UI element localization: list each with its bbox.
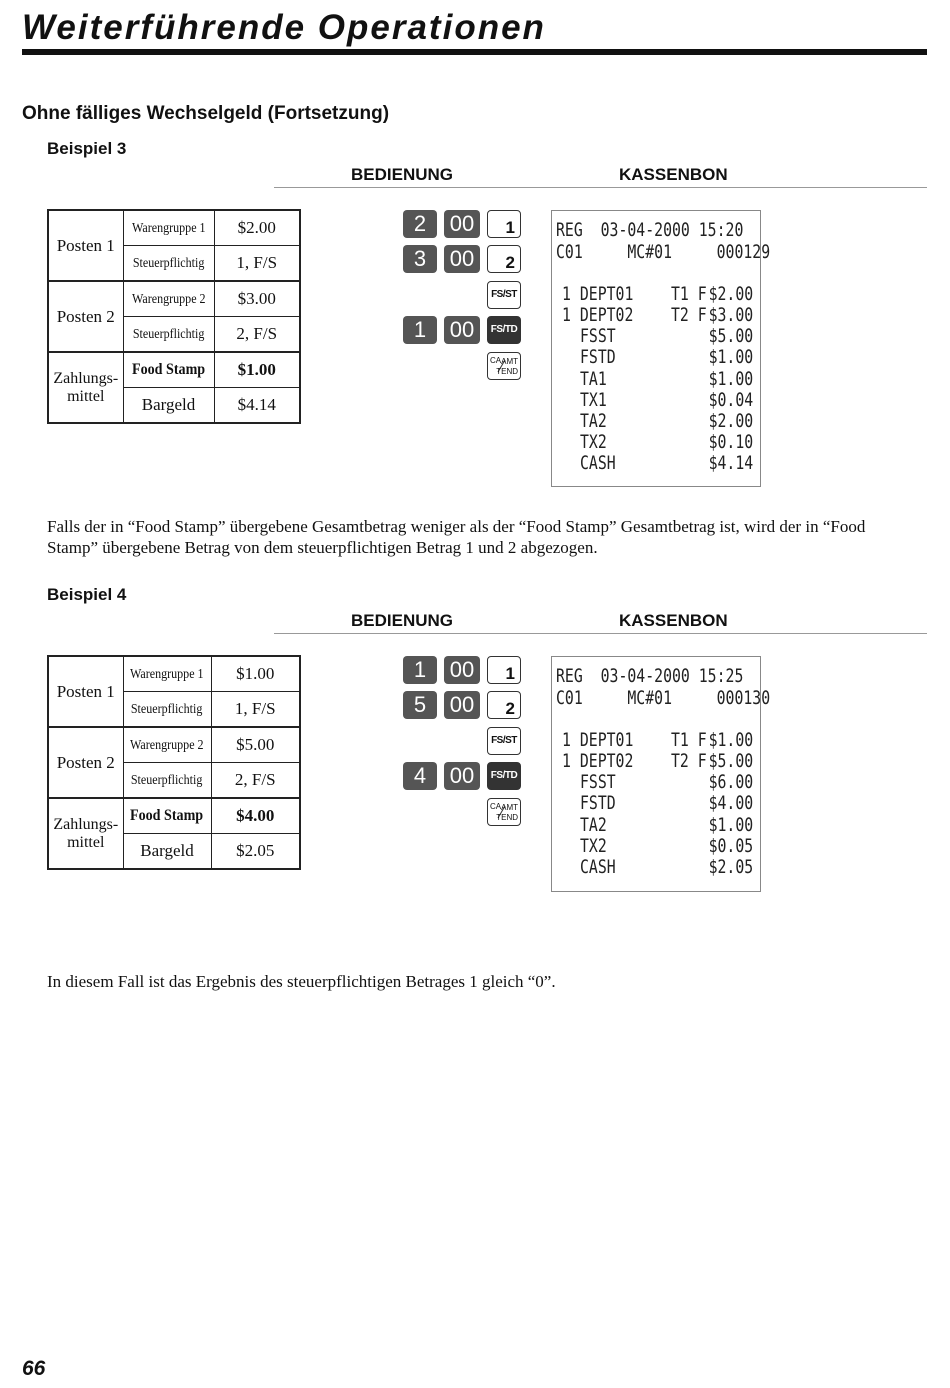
- receipt-item-tax: T1 F: [671, 729, 707, 751]
- fs-td-key[interactable]: FS/TD: [487, 316, 521, 344]
- department-key-1[interactable]: 1: [487, 656, 521, 684]
- receipt-total-amount: $1.00: [708, 368, 753, 390]
- example4-label: Beispiel 4: [47, 585, 127, 604]
- bargeld-value: $4.14: [214, 388, 300, 424]
- warengruppe2-value: $3.00: [214, 281, 300, 317]
- warengruppe1-value: $2.00: [214, 210, 300, 246]
- receipt-total-amount: $0.04: [708, 389, 753, 411]
- bedienung-heading: BEDIENUNG: [351, 611, 454, 630]
- receipt-total-label: TX2: [580, 835, 607, 857]
- receipt-total-amount: $5.00: [708, 325, 753, 347]
- example4-item-table: [47, 655, 301, 870]
- tend-key-ca: CA: [490, 802, 502, 811]
- steuer1-value: 1, F/S: [214, 246, 300, 282]
- tend-key-tend: TEND: [496, 367, 518, 376]
- receipt-total-amount: $4.00: [708, 792, 753, 814]
- numeric-key[interactable]: 4: [403, 762, 437, 790]
- food-stamp-value: $4.00: [211, 798, 300, 834]
- food-stamp-label: Food Stamp: [131, 361, 206, 378]
- example3-label: Beispiel 3: [47, 139, 127, 158]
- warengruppe2-label: Warengruppe 2: [131, 292, 206, 307]
- department-key-2[interactable]: 2: [487, 691, 521, 719]
- receipt-item-label: 1 DEPT02: [562, 304, 634, 326]
- receipt-header-line: REG 03-04-2000 15:20: [556, 219, 744, 241]
- steuer2-label: Steuerpflichtig: [131, 773, 203, 788]
- numeric-key[interactable]: 1: [403, 316, 437, 344]
- warengruppe2-label: Warengruppe 2: [130, 738, 204, 753]
- tend-key-tend: TEND: [496, 813, 518, 822]
- double-zero-key[interactable]: 00: [444, 762, 480, 790]
- receipt-item-amount: $3.00: [708, 304, 753, 326]
- numeric-key[interactable]: 5: [403, 691, 437, 719]
- numeric-key[interactable]: 1: [403, 656, 437, 684]
- heading-rule: [274, 187, 927, 188]
- fs-st-key[interactable]: FS/ST: [487, 281, 521, 309]
- department-key-1[interactable]: 1: [487, 210, 521, 238]
- receipt-total-amount: $0.10: [708, 431, 753, 453]
- receipt-total-label: FSST: [580, 771, 616, 793]
- warengruppe1-label: Warengruppe 1: [130, 667, 204, 682]
- receipt-header-line: C01 MC#01 000130: [556, 687, 771, 709]
- warengruppe2-value: $5.00: [211, 727, 300, 763]
- receipt-item-amount: $2.00: [708, 283, 753, 305]
- tend-key-amt: AMT: [501, 803, 518, 812]
- steuer2-value: 2, F/S: [211, 763, 300, 799]
- receipt-header-line: REG 03-04-2000 15:25: [556, 665, 744, 687]
- receipt-total-amount: $4.14: [708, 452, 753, 474]
- bargeld-value: $2.05: [211, 834, 300, 870]
- receipt-item-label: 1 DEPT01: [562, 283, 634, 305]
- double-zero-key[interactable]: 00: [444, 316, 480, 344]
- posten2-label: Posten 2: [48, 727, 123, 798]
- title-rule: [22, 49, 927, 55]
- receipt-total-label: CASH: [580, 452, 616, 474]
- receipt-total-label: CASH: [580, 856, 616, 878]
- double-zero-key[interactable]: 00: [444, 691, 480, 719]
- receipt-total-label: FSTD: [580, 792, 616, 814]
- double-zero-key[interactable]: 00: [444, 210, 480, 238]
- example3-receipt: [551, 210, 771, 487]
- receipt-item-tax: T2 F: [671, 304, 707, 326]
- receipt-total-amount: $1.00: [708, 814, 753, 836]
- heading-rule: [274, 633, 927, 634]
- page-title: Weiterführende Operationen: [22, 8, 546, 47]
- zahlungsmittel-label: Zahlungs- mittel: [48, 352, 123, 423]
- double-zero-key[interactable]: 00: [444, 656, 480, 684]
- receipt-total-label: TX1: [580, 389, 607, 411]
- warengruppe1-label: Warengruppe 1: [131, 221, 206, 236]
- receipt-total-amount: $2.00: [708, 410, 753, 432]
- food-stamp-value: $1.00: [214, 352, 300, 388]
- steuer2-value: 2, F/S: [214, 317, 300, 353]
- receipt-item-amount: $1.00: [708, 729, 753, 751]
- steuer1-value: 1, F/S: [211, 692, 300, 728]
- bargeld-label: Bargeld: [123, 834, 211, 870]
- tend-key-amt: AMT: [501, 357, 518, 366]
- receipt-total-label: TA1: [580, 368, 607, 390]
- receipt-item-label: 1 DEPT01: [562, 729, 634, 751]
- receipt-total-label: FSTD: [580, 346, 616, 368]
- food-stamp-label: Food Stamp: [130, 807, 204, 824]
- receipt-header-line: C01 MC#01 000129: [556, 241, 771, 263]
- receipt-total-amount: $2.05: [708, 856, 753, 878]
- ca-amt-tend-key[interactable]: [487, 798, 521, 826]
- receipt-total-label: TX2: [580, 431, 607, 453]
- receipt-total-label: FSST: [580, 325, 616, 347]
- receipt-item-amount: $5.00: [708, 750, 753, 772]
- posten2-label: Posten 2: [48, 281, 123, 352]
- steuer1-label: Steuerpflichtig: [132, 256, 205, 271]
- steuer2-label: Steuerpflichtig: [132, 327, 205, 342]
- fs-td-key[interactable]: FS/TD: [487, 762, 521, 790]
- steuer1-label: Steuerpflichtig: [131, 702, 203, 717]
- receipt-item-tax: T1 F: [671, 283, 707, 305]
- posten1-label: Posten 1: [48, 656, 123, 727]
- page-number: 66: [22, 1357, 46, 1380]
- double-zero-key[interactable]: 00: [444, 245, 480, 273]
- receipt-total-amount: $0.05: [708, 835, 753, 857]
- kassenbon-heading: KASSENBON: [619, 611, 728, 630]
- receipt-total-amount: $1.00: [708, 346, 753, 368]
- example4-note: In diesem Fall ist das Ergebnis des steuerpflichtigen Betrages 1 gleich “0”.: [47, 972, 556, 991]
- bargeld-label: Bargeld: [123, 388, 214, 424]
- section-heading: Ohne fälliges Wechselgeld (Fortsetzung): [22, 103, 390, 124]
- receipt-total-label: TA2: [580, 410, 607, 432]
- zahlungsmittel-label: Zahlungs- mittel: [48, 798, 123, 869]
- receipt-item-tax: T2 F: [671, 750, 707, 772]
- kassenbon-heading: KASSENBON: [619, 165, 728, 184]
- department-key-2[interactable]: 2: [487, 245, 521, 273]
- example4-receipt: [551, 656, 771, 892]
- receipt-item-label: 1 DEPT02: [562, 750, 634, 772]
- example3-note: Falls der in “Food Stamp” übergebene Gesamtbetrag weniger als der “Food Stamp” Gesamtbetrag ist, wird der in “Food Stamp” übergebene Betrag von dem steuerpflichtigen Betrag 1 und 2 abgezogen.: [47, 517, 866, 557]
- numeric-key[interactable]: 3: [403, 245, 437, 273]
- receipt-total-amount: $6.00: [708, 771, 753, 793]
- warengruppe1-value: $1.00: [211, 656, 300, 692]
- bedienung-heading: BEDIENUNG: [351, 165, 454, 184]
- ca-amt-tend-key[interactable]: [487, 352, 521, 380]
- fs-st-key[interactable]: FS/ST: [487, 727, 521, 755]
- tend-key-ca: CA: [490, 356, 502, 365]
- posten1-label: Posten 1: [48, 210, 123, 281]
- example3-item-table: [47, 209, 301, 424]
- numeric-key[interactable]: 2: [403, 210, 437, 238]
- receipt-total-label: TA2: [580, 814, 607, 836]
